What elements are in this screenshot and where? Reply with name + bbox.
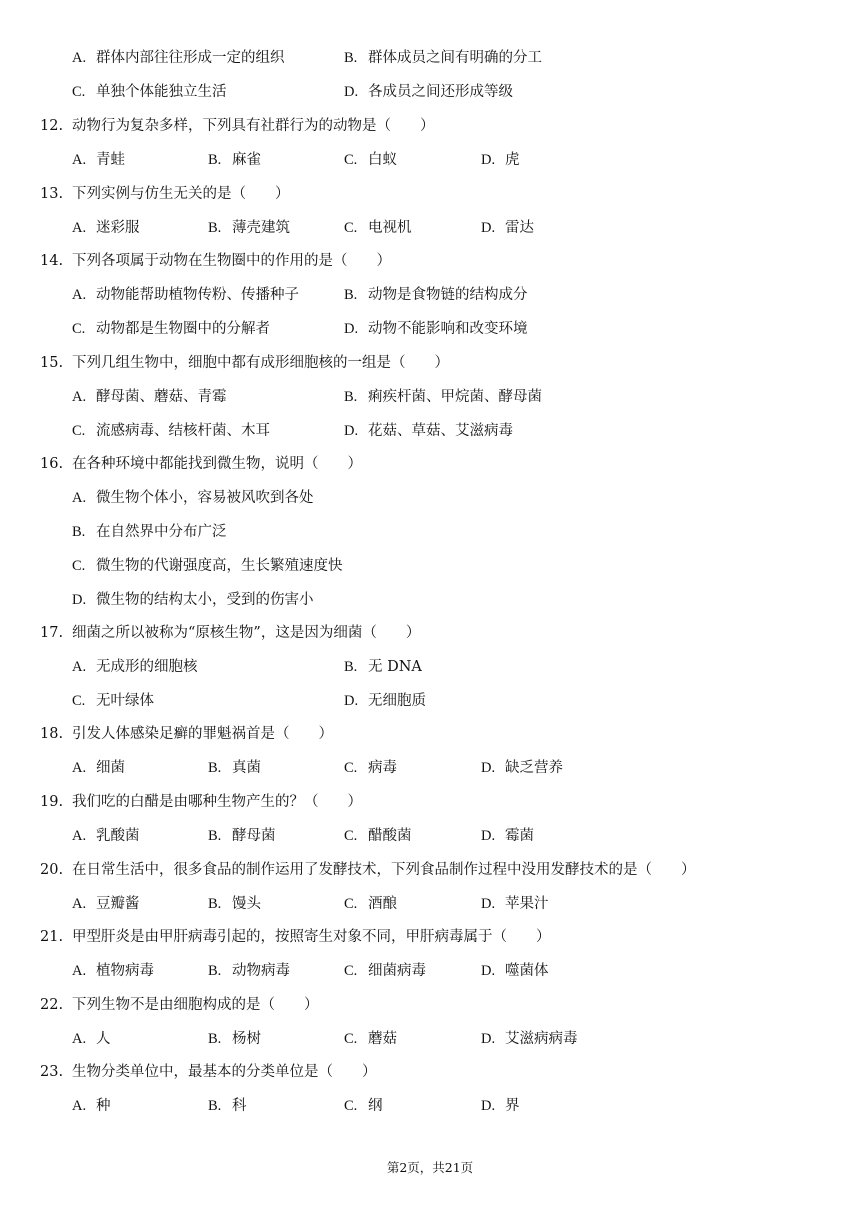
question-number: 16. — [40, 456, 64, 472]
option-text: 细菌 — [96, 760, 125, 776]
option-letter: C. — [72, 321, 86, 337]
option-letter: D. — [344, 693, 359, 709]
option — [72, 819, 140, 853]
option-text: 雷达 — [505, 220, 534, 236]
option-text: 人 — [96, 1031, 111, 1047]
option-text: 单独个体能独立生活 — [96, 84, 227, 100]
question-number: 18. — [40, 726, 64, 742]
option-text: 痢疾杆菌、甲烷菌、酵母菌 — [368, 389, 542, 405]
question-text: 下列几组生物中，细胞中都有成形细胞核的一组是（ ） — [72, 355, 449, 371]
option-letter: B. — [344, 389, 358, 405]
option-text: 艾滋病病毒 — [505, 1031, 578, 1047]
option — [72, 143, 125, 177]
option-text: 酒酿 — [368, 896, 397, 912]
question-number: 22. — [40, 997, 64, 1013]
option-text: 微生物的结构太小，受到的伤害小 — [96, 592, 314, 608]
option — [72, 1089, 111, 1123]
option — [481, 954, 549, 988]
question-text: 生物分类单位中，最基本的分类单位是（ ） — [72, 1064, 377, 1080]
option-letter: A. — [72, 1031, 87, 1047]
option-letter: D. — [72, 592, 87, 608]
option-text: 真菌 — [232, 760, 261, 776]
option-text: 动物不能影响和改变环境 — [368, 321, 528, 337]
option — [72, 751, 125, 785]
option-letter: D. — [481, 1031, 496, 1047]
option-letter: C. — [344, 1031, 358, 1047]
option — [481, 1022, 578, 1056]
option-letter: B. — [208, 963, 222, 979]
option — [481, 887, 549, 921]
option-text: 蘑菇 — [368, 1031, 397, 1047]
option — [344, 414, 513, 448]
option-letter: A. — [72, 760, 87, 776]
option-text: 苹果汁 — [505, 896, 549, 912]
question-text: 在各种环境中都能找到微生物，说明（ ） — [72, 456, 362, 472]
option — [344, 684, 426, 718]
option — [72, 380, 227, 414]
question-number: 14. — [40, 253, 64, 269]
option-text: 馒头 — [232, 896, 261, 912]
option-text: 噬菌体 — [505, 963, 549, 979]
option-text: 无成形的细胞核 — [96, 659, 198, 675]
page-footer: 第2页，共21页 — [386, 1160, 474, 1175]
option — [481, 751, 563, 785]
option-text: 流感病毒、结核杆菌、木耳 — [96, 423, 270, 439]
option-text: 群体内部往往形成一定的组织 — [96, 50, 285, 66]
option-text: 在自然界中分布广泛 — [96, 524, 227, 540]
option-text: 动物都是生物圈中的分解者 — [96, 321, 270, 337]
option-letter: C. — [72, 423, 86, 439]
question-number: 21. — [40, 929, 64, 945]
option-text: 酵母菌、蘑菇、青霉 — [96, 389, 227, 405]
question-text: 下列生物不是由细胞构成的是（ ） — [72, 997, 319, 1013]
option — [72, 515, 227, 549]
option-letter: D. — [481, 1098, 496, 1114]
option-text: 科 — [232, 1098, 247, 1114]
option — [208, 211, 290, 245]
option — [344, 211, 412, 245]
option-text: 无细胞质 — [368, 693, 426, 709]
option-text: 薄壳建筑 — [232, 220, 290, 236]
option-text: 虎 — [505, 152, 520, 168]
option-letter: D. — [344, 84, 359, 100]
option-letter: D. — [481, 963, 496, 979]
option-letter: C. — [344, 760, 358, 776]
option — [344, 41, 542, 75]
question-text: 引发人体感染足癣的罪魁祸首是（ ） — [72, 726, 333, 742]
option-letter: A. — [72, 1098, 87, 1114]
option-text: 群体成员之间有明确的分工 — [368, 50, 542, 66]
option-letter: B. — [208, 828, 222, 844]
question-number: 17. — [40, 625, 64, 641]
option — [208, 751, 261, 785]
question-text: 甲型肝炎是由甲肝病毒引起的，按照寄生对象不同，甲肝病毒属于（ ） — [72, 929, 551, 945]
option-text: 界 — [505, 1098, 520, 1114]
option-text: 无叶绿体 — [96, 693, 154, 709]
question-number: 13. — [40, 186, 64, 202]
option — [208, 887, 261, 921]
question-text: 我们吃的白醋是由哪种生物产生的？（ ） — [72, 794, 362, 810]
option-text: 青蛙 — [96, 152, 125, 168]
option-letter: A. — [72, 896, 87, 912]
option — [72, 954, 154, 988]
option — [208, 143, 261, 177]
option-text: 各成员之间还形成等级 — [368, 84, 513, 100]
option-letter: C. — [344, 896, 358, 912]
option-text: 杨树 — [232, 1031, 261, 1047]
option-text: 病毒 — [368, 760, 397, 776]
option-letter: C. — [72, 84, 86, 100]
option-letter: D. — [481, 896, 496, 912]
option — [344, 1022, 397, 1056]
option-text: 动物是食物链的结构成分 — [368, 287, 528, 303]
option — [344, 650, 422, 684]
option-text: 微生物个体小，容易被风吹到各处 — [96, 490, 314, 506]
option-letter: D. — [344, 321, 359, 337]
option — [72, 211, 140, 245]
option — [208, 1022, 261, 1056]
option-letter: A. — [72, 220, 87, 236]
option-letter: C. — [344, 152, 358, 168]
option — [344, 278, 528, 312]
option-letter: A. — [72, 389, 87, 405]
option-letter: C. — [344, 963, 358, 979]
option-letter: B. — [208, 152, 222, 168]
option — [481, 819, 534, 853]
option — [208, 954, 290, 988]
option-letter: D. — [481, 220, 496, 236]
option — [72, 312, 270, 346]
option — [72, 414, 270, 448]
option-text: 花菇、草菇、艾滋病毒 — [368, 423, 513, 439]
option-text: 霉菌 — [505, 828, 534, 844]
option — [72, 887, 140, 921]
option-text: 豆瓣酱 — [96, 896, 140, 912]
question-number: 15. — [40, 355, 64, 371]
question-number: 19. — [40, 794, 64, 810]
option — [481, 211, 534, 245]
option-letter: B. — [344, 659, 358, 675]
option-text: 无 DNA — [368, 659, 422, 675]
option — [72, 41, 285, 75]
option — [344, 887, 397, 921]
option-text: 电视机 — [368, 220, 412, 236]
option — [72, 1022, 111, 1056]
option-text: 缺乏营养 — [505, 760, 563, 776]
option-text: 植物病毒 — [96, 963, 154, 979]
option-letter: B. — [208, 220, 222, 236]
option-text: 醋酸菌 — [368, 828, 412, 844]
option-letter: B. — [344, 287, 358, 303]
option-letter: A. — [72, 963, 87, 979]
option — [344, 954, 426, 988]
question-number: 20. — [40, 862, 64, 878]
question-text: 细菌之所以被称为“原核生物”，这是因为细菌（ ） — [72, 625, 421, 641]
option — [344, 819, 412, 853]
option — [72, 75, 227, 109]
option — [72, 650, 198, 684]
option-letter: D. — [344, 423, 359, 439]
option-text: 细菌病毒 — [368, 963, 426, 979]
option-letter: C. — [344, 828, 358, 844]
option-letter: C. — [72, 558, 86, 574]
option-text: 动物能帮助植物传粉、传播种子 — [96, 287, 299, 303]
question-number: 12. — [40, 118, 64, 134]
option-text: 酵母菌 — [232, 828, 276, 844]
option-text: 纲 — [368, 1098, 383, 1114]
option-text: 动物病毒 — [232, 963, 290, 979]
option — [344, 312, 528, 346]
option — [208, 819, 276, 853]
question-number: 23. — [40, 1064, 64, 1080]
option-letter: A. — [72, 659, 87, 675]
option-letter: A. — [72, 828, 87, 844]
option — [344, 143, 397, 177]
option — [481, 143, 520, 177]
option — [72, 549, 343, 583]
option-text: 种 — [96, 1098, 111, 1114]
option-letter: A. — [72, 50, 87, 66]
option — [72, 684, 154, 718]
option-text: 麻雀 — [232, 152, 261, 168]
option-text: 微生物的代谢强度高，生长繁殖速度快 — [96, 558, 343, 574]
option-letter: C. — [344, 1098, 358, 1114]
option-letter: A. — [72, 287, 87, 303]
option — [481, 1089, 520, 1123]
option — [72, 583, 314, 617]
option — [344, 751, 397, 785]
option — [344, 380, 542, 414]
option-letter: D. — [481, 828, 496, 844]
option-letter: C. — [72, 693, 86, 709]
question-text: 在日常生活中，很多食品的制作运用了发酵技术，下列食品制作过程中没用发酵技术的是（ ） — [72, 862, 696, 878]
option-letter: D. — [481, 760, 496, 776]
option-letter: B. — [208, 1098, 222, 1114]
option-text: 迷彩服 — [96, 220, 140, 236]
option-text: 乳酸菌 — [96, 828, 140, 844]
option-letter: B. — [208, 760, 222, 776]
question-text: 动物行为复杂多样，下列具有社群行为的动物是（ ） — [72, 118, 435, 134]
question-text: 下列实例与仿生无关的是（ ） — [72, 186, 290, 202]
option — [72, 481, 314, 515]
option-letter: B. — [208, 1031, 222, 1047]
option — [344, 75, 513, 109]
option — [344, 1089, 383, 1123]
option-letter: D. — [481, 152, 496, 168]
option — [208, 1089, 247, 1123]
question-text: 下列各项属于动物在生物圈中的作用的是（ ） — [72, 253, 391, 269]
option-letter: C. — [344, 220, 358, 236]
option-letter: A. — [72, 152, 87, 168]
option-letter: B. — [208, 896, 222, 912]
option-letter: B. — [344, 50, 358, 66]
option-text: 白蚁 — [368, 152, 397, 168]
option-letter: A. — [72, 490, 87, 506]
option-letter: B. — [72, 524, 86, 540]
option — [72, 278, 299, 312]
